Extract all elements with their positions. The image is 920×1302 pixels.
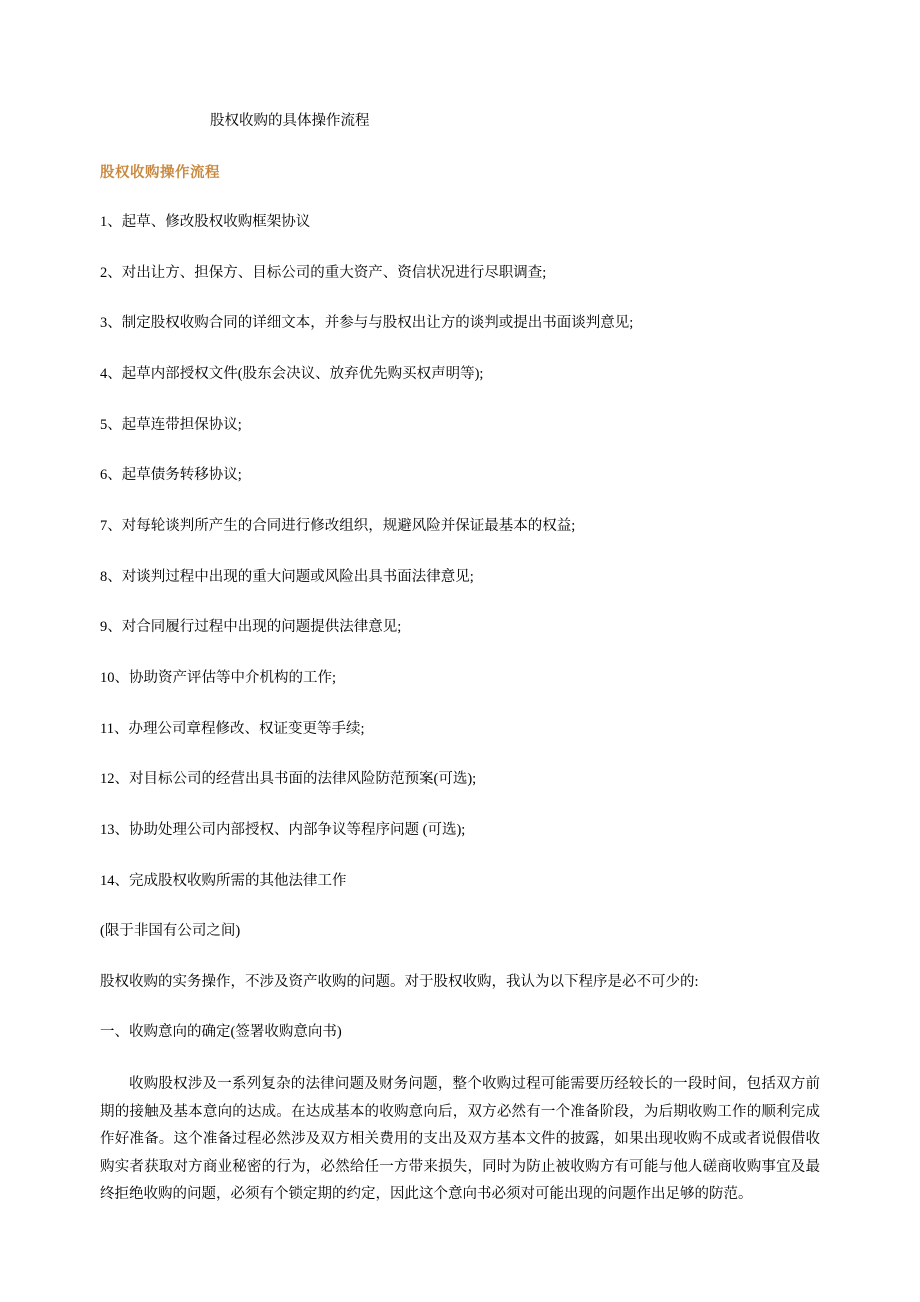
list-item: 8、对谈判过程中出现的重大问题或风险出具书面法律意见; <box>100 568 474 585</box>
document-title: 股权收购的具体操作流程 <box>210 113 370 129</box>
list-item: 9、对合同履行过程中出现的问题提供法律意见; <box>100 619 402 636</box>
subsection-heading: 一、收购意向的确定(签署收购意向书) <box>100 1024 342 1041</box>
list-item: 6、起草债务转移协议; <box>100 467 242 484</box>
list-item: 4、起草内部授权文件(股东会决议、放弃优先购买权声明等); <box>100 366 484 383</box>
list-item: 12、对目标公司的经营出具书面的法律风险防范预案(可选); <box>100 771 477 788</box>
list-item: 2、对出让方、担保方、目标公司的重大资产、资信状况进行尽职调查; <box>100 264 547 281</box>
list-item: 5、起草连带担保协议; <box>100 416 242 433</box>
list-item: 14、完成股权收购所需的其他法律工作 <box>100 872 347 889</box>
body-paragraph: 收购股权涉及一系列复杂的法律问题及财务问题，整个收购过程可能需要历经较长的一段时间，包括双方前期的接触及基本意向的达成。在达成基本的收购意向后，双方必然有一个准备阶段，为后期收购工作的顺利完成作好准备。这个准备过程必然涉及双方相关费用的支出及双方基本文件的披露，如果出现收购不成或者说假借收购实者获取对方商业秘密的行为，必然给任一方带来损失，同时为防止被收购方有可能与他人磋商收购事宜及最终拒绝收购的问题，必须有个锁定期的约定，因此这个意向书必须对可能出现的问题作出足够的防范。 <box>100 1076 820 1203</box>
section-heading: 股权收购操作流程 <box>100 165 220 182</box>
intro-paragraph: 股权收购的实务操作，不涉及资产收购的问题。对于股权收购，我认为以下程序是必不可少的: <box>100 973 699 990</box>
list-item: 10、协助资产评估等中介机构的工作; <box>100 669 337 686</box>
list-item: 1、起草、修改股权收购框架协议 <box>100 214 311 231</box>
scope-note: (限于非国有公司之间) <box>100 923 241 940</box>
list-item: 13、协助处理公司内部授权、内部争议等程序问题 (可选); <box>100 821 466 838</box>
list-item: 11、办理公司章程修改、权证变更等手续; <box>100 720 365 737</box>
list-item: 3、制定股权收购合同的详细文本，并参与与股权出让方的谈判或提出书面谈判意见; <box>100 315 634 332</box>
list-item: 7、对每轮谈判所产生的合同进行修改组织，规避风险并保证最基本的权益; <box>100 518 576 535</box>
